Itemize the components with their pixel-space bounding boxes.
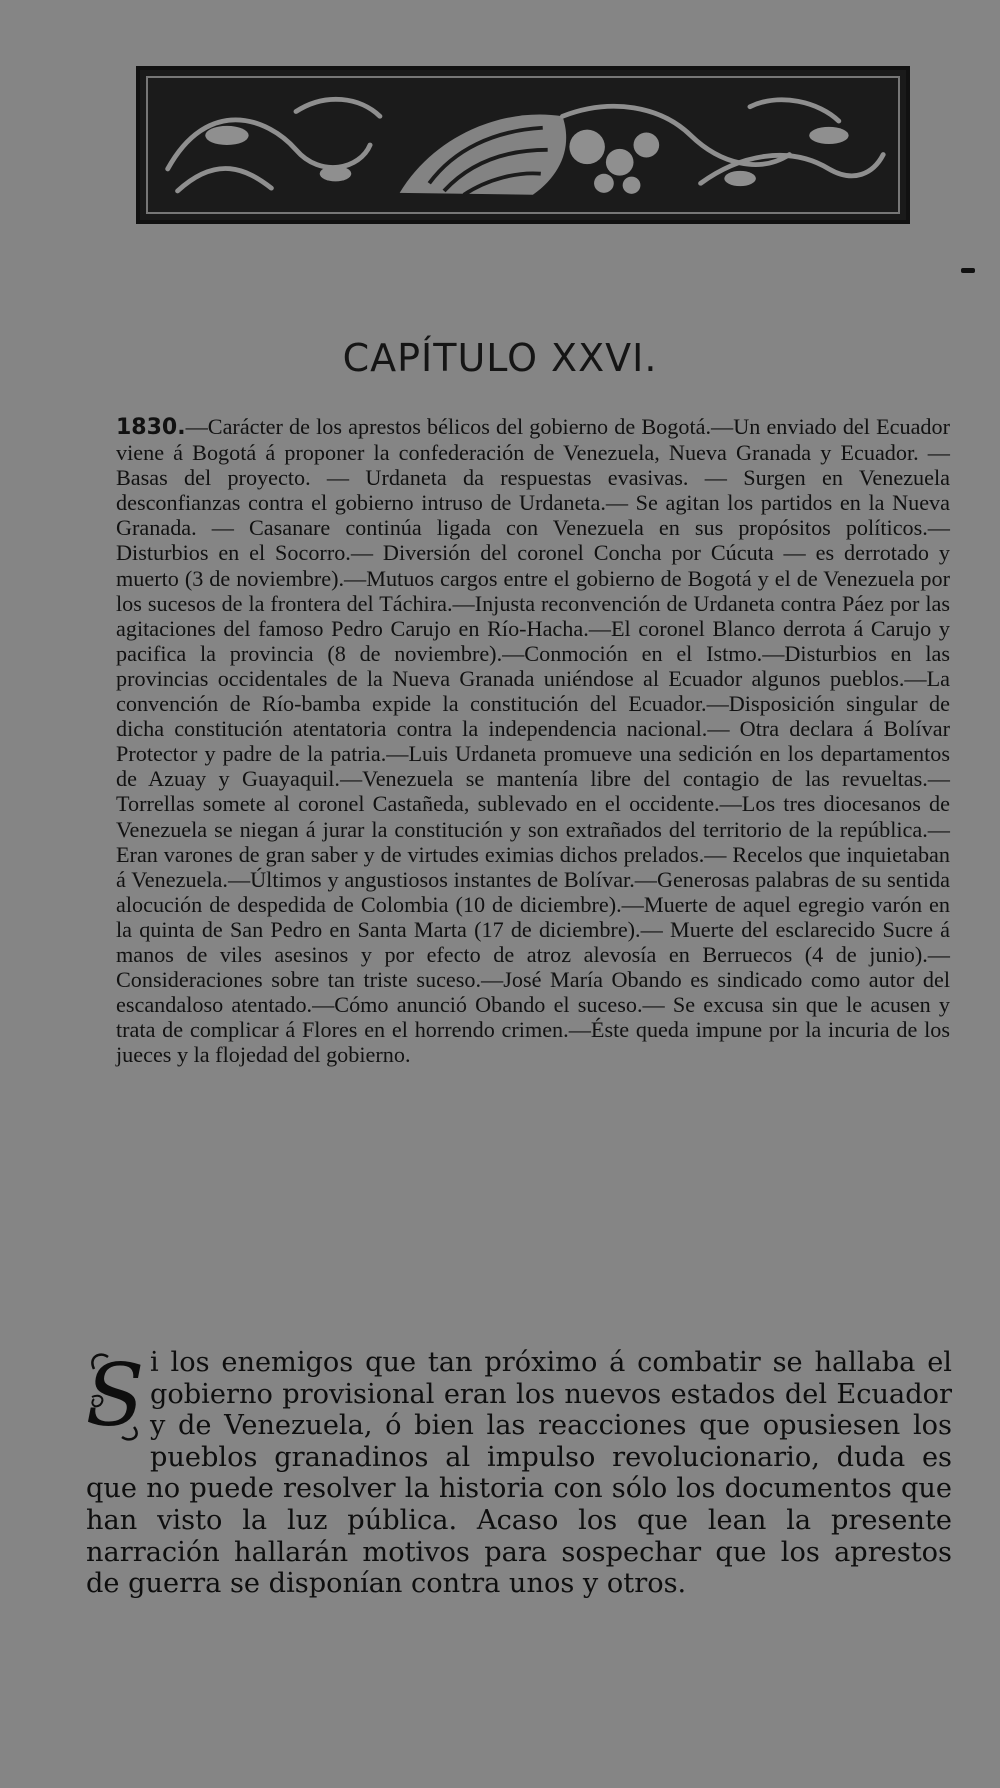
ornate-initial-s-icon xyxy=(86,1347,144,1445)
cornucopia-ornament-icon xyxy=(148,78,898,212)
header-ornament xyxy=(136,66,910,224)
summary-year: 1830. xyxy=(116,415,186,440)
ink-speck xyxy=(961,268,975,273)
chapter-summary xyxy=(116,414,950,1067)
body-text: i los enemigos que tan próximo á combatir se hallaba el gobierno provisional eran los nuevos estados del Ecuador y de Venezuela, ó bien las reacciones que opusiesen los pueblos granadinos al impulso revolucionario, duda es que no puede resolver la historia con sólo los documentos que han visto la luz pública. Acaso los que lean la presente narración hallarán motivos para sospechar que los aprestos de guerra se disponían contra unos y otros. xyxy=(86,1347,952,1600)
summary-text: —Carácter de los aprestos bélicos del gobierno de Bogotá.—Un enviado del Ecuador viene á Bogotá á proponer la confederación de Venezuela, Nueva Granada y Ecuador. — Basas del proyecto. — Urdaneta da respuestas evasivas. — Surgen en Venezuela desconfianzas contra el gobierno intruso de Urdaneta.— Se agitan los partidos en la Nueva Granada. — Casanare continúa ligada con Venezuela en sus propósitos políticos.— Disturbios en el Socorro.— Diversión del coronel Concha por Cúcuta — es derrotado y muerto (3 de noviembre).—Mutuos cargos entre el gobierno de Bogotá y el de Venezuela por los sucesos de la frontera del Táchira.—Injusta reconvención de Urdaneta contra Páez por las agitaciones del famoso Pedro Carujo en Río-Hacha.—El coronel Blanco derrota á Carujo y pacifica la provincia (8 de noviembre).—Conmoción en el Istmo.—Disturbios en las provincias occidentales de la Nueva Granada uniéndose al Ecuador algunos pueblos.—La convención de Río-bamba expide la constitución del Ecuador.—Disposición singular de dicha constitución atentatoria contra la independencia nacional.— Otra declara á Bolívar Protector y padre de la patria.—Luis Urdaneta promueve una sedición en los departamentos de Azuay y Guayaquil.—Venezuela se mantenía libre del contagio de las revueltas.—Torrellas somete al coronel Castañeda, sublevado en el occidente.—Los tres diocesanos de Venezuela se niegan á jurar la constitución y son extrañados del territorio de la república.—Eran varones de gran saber y de virtudes eximias dichos prelados.— Recelos que inquietaban á Venezuela.—Últimos y angustiosos instantes de Bolívar.—Generosas palabras de su sentida alocución de despedida de Colombia (10 de diciembre).—Muerte de aquel egregio varón en la quinta de San Pedro en Santa Marta (17 de diciembre).— Muerte del esclarecido Sucre á manos de viles asesinos y por efecto de atroz alevosía en Berruecos (4 de junio).—Consideraciones sobre tan triste suceso.—José María Obando es sindicado como autor del escandaloso atentado.—Cómo anunció Obando el suceso.— Se excusa sin que le acusen y trata de complicar á Flores en el horrendo crimen.—Éste queda impune por la incuria de los jueces y la flojedad del gobierno. xyxy=(116,414,950,1068)
chapter-title: CAPÍTULO XXVI. xyxy=(342,336,658,380)
body-paragraph xyxy=(86,1347,952,1600)
dropcap-letter: S xyxy=(86,1347,144,1445)
